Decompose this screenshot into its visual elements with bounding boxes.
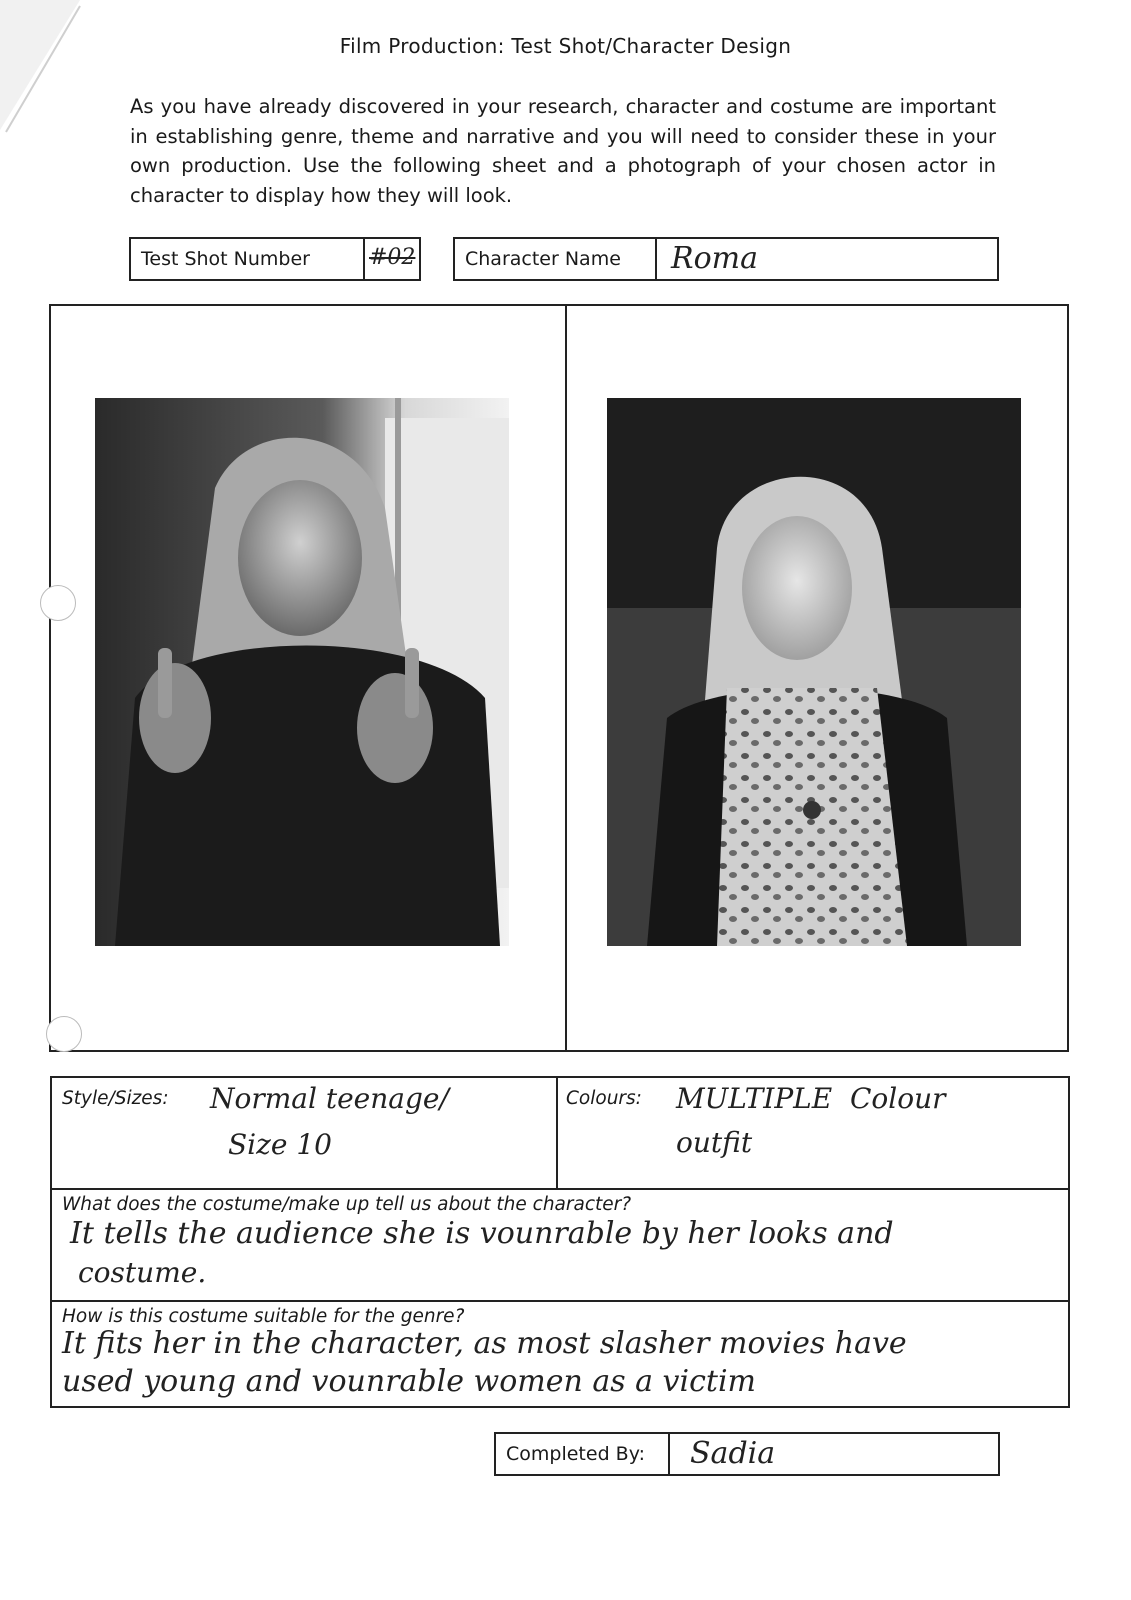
photo-divider (565, 306, 567, 1050)
page-title: Film Production: Test Shot/Character Design (339, 34, 792, 58)
costume-details-grid (50, 1076, 1070, 1408)
character-meaning-question: What does the costume/make up tell us about the character? (62, 1194, 632, 1215)
completed-by-label: Completed By: (496, 1434, 670, 1474)
intro-paragraph: As you have already discovered in your research, character and costume are important in establishing genre, theme and narrative and you will need to consider these in your own production. Use the following sheet and a photograph of your chosen actor in character to display how they will look. (130, 95, 996, 207)
colours-value-line1[interactable]: MULTIPLE Colour (676, 1082, 946, 1115)
character-meaning-row (52, 1190, 1068, 1302)
style-sizes-label: Style/Sizes: (62, 1088, 169, 1109)
character-name-value: Roma (671, 241, 758, 276)
genre-suitability-answer-line2[interactable]: used young and vounrable women as a victim (62, 1364, 756, 1399)
test-shot-number-label: Test Shot Number (131, 239, 365, 279)
completed-by-value: Sadia (690, 1436, 776, 1471)
punch-hole-top (40, 585, 76, 621)
test-shot-number-value: #02 (369, 245, 416, 270)
genre-suitability-question: How is this costume suitable for the genre? (62, 1306, 465, 1327)
genre-suitability-row (52, 1302, 1068, 1410)
genre-suitability-answer-line1[interactable]: It fits her in the character, as most slasher movies have (62, 1326, 907, 1361)
test-shot-number-field[interactable] (129, 237, 421, 281)
left-photo (95, 398, 509, 946)
character-meaning-answer-line2[interactable]: costume. (78, 1256, 207, 1289)
completed-by-field[interactable] (494, 1432, 1000, 1476)
colours-value-line2[interactable]: outfit (676, 1126, 753, 1159)
photo-frame (49, 304, 1069, 1052)
style-sizes-value-line1[interactable]: Normal teenage/ (210, 1082, 449, 1115)
style-sizes-value-line2[interactable]: Size 10 (228, 1128, 332, 1161)
colours-label: Colours: (566, 1088, 642, 1109)
punch-hole-bottom (46, 1016, 82, 1052)
character-name-field[interactable] (453, 237, 999, 281)
style-colours-row (52, 1078, 1068, 1190)
right-photo (607, 398, 1021, 946)
page-fold-mark (0, 0, 90, 140)
character-meaning-answer-line1[interactable]: It tells the audience she is vounrable by her looks and (70, 1216, 894, 1251)
character-name-label: Character Name (455, 239, 657, 279)
